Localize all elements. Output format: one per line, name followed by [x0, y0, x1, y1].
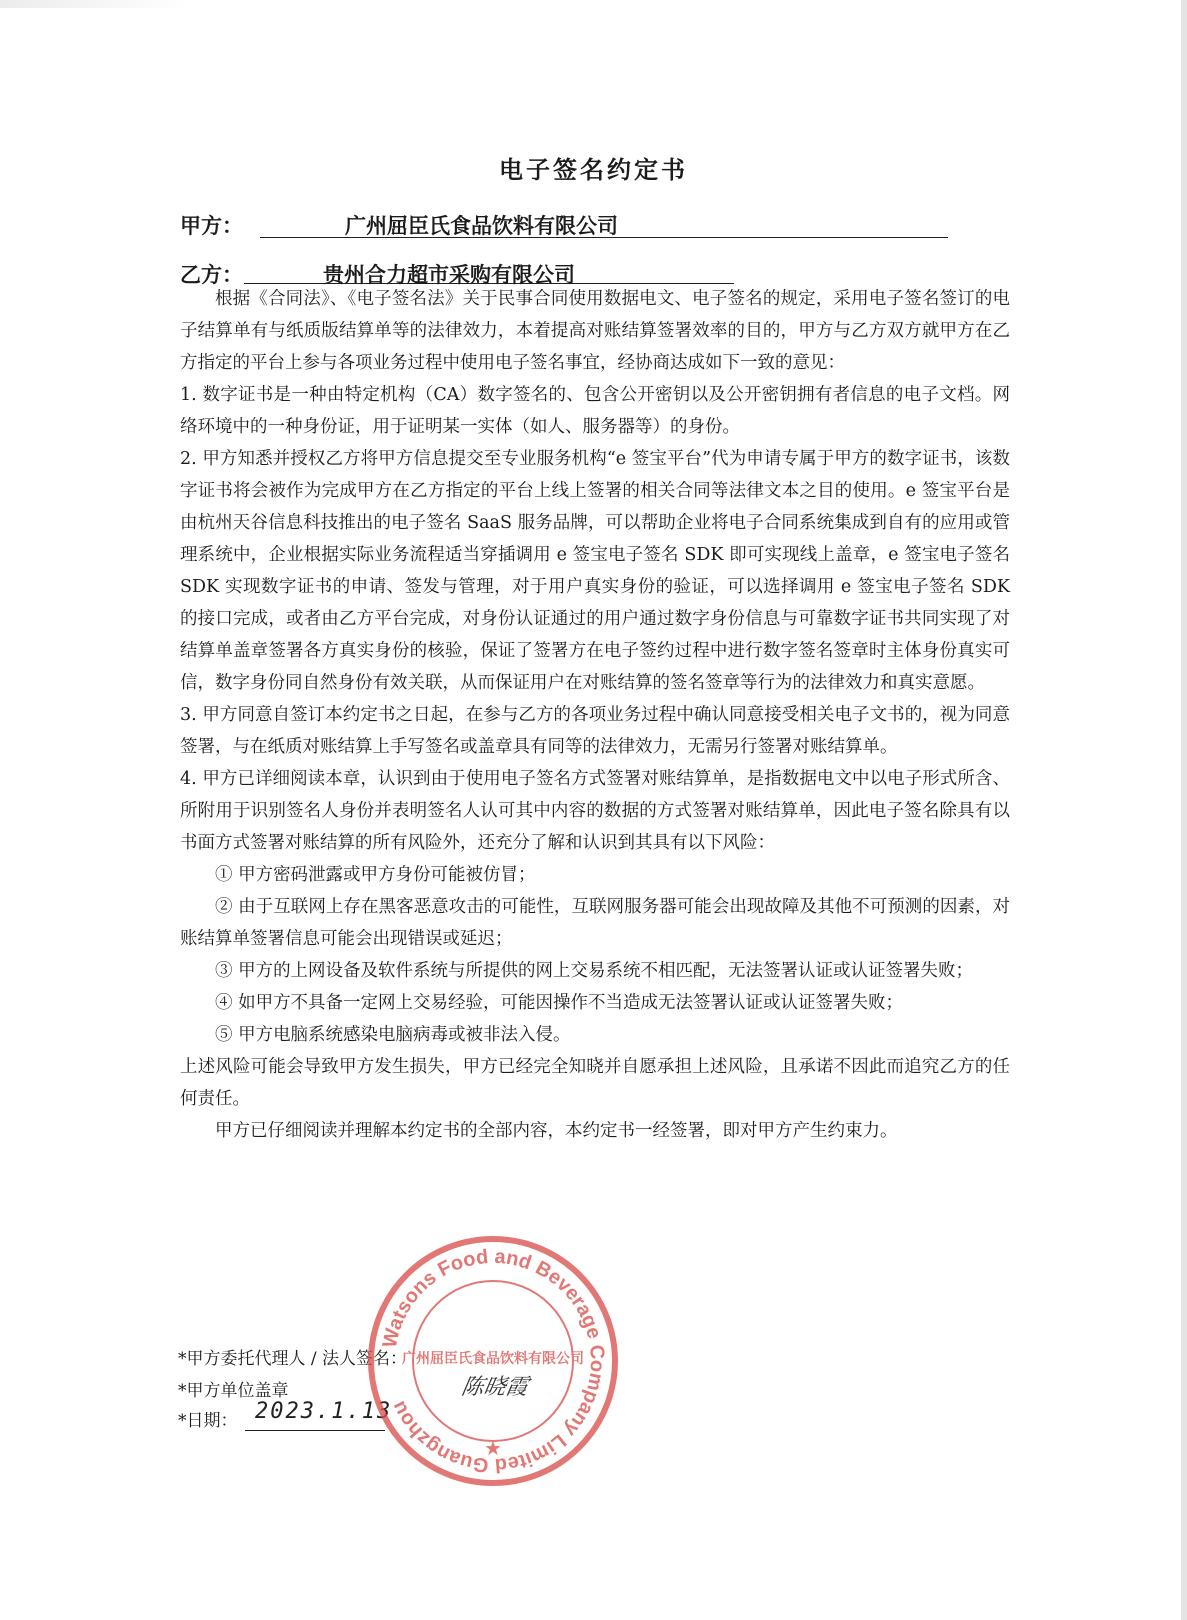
seal-label: *甲方单位盖章: [178, 1381, 289, 1401]
party-b-name: 贵州合力超市采购有限公司: [323, 262, 575, 287]
closing-paragraph: 甲方已仔细阅读并理解本约定书的全部内容，本约定书一经签署，即对甲方产生约束力。: [215, 1121, 898, 1141]
handwritten-date: 2023.1.13: [255, 1399, 393, 1424]
risk-summary: 上述风险可能会导致甲方发生损失，甲方已经完全知晓并自愿承担上述风险，且承诺不因此而追究乙方的任何责任。: [180, 1057, 1010, 1109]
clause-3: 3. 甲方同意自签订本约定书之日起，在参与乙方的各项业务过程中确认同意接受相关电子文书的，视为同意签署，与在纸质对账结算上手写签名或盖章具有同等的法律效力，无需另行签署对账结算单。: [180, 705, 1010, 757]
clause-1: 1. 数字证书是一种由特定机构（CA）数字签名的、包含公开密钥以及公开密钥拥有者信息的电子文档。网络环境中的一种身份证，用于证明某一实体（如人、服务器等）的身份。: [180, 385, 1010, 437]
document-title: 电子签名约定书: [499, 155, 688, 184]
risk-item-1: ① 甲方密码泄露或甲方身份可能被仿冒；: [215, 865, 536, 885]
risk-item-3: ③ 甲方的上网设备及软件系统与所提供的网上交易系统不相匹配，无法签署认证或认证签署失败；: [215, 961, 974, 981]
seal-company-name: 广州屈臣氏食品饮料有限公司: [402, 1351, 584, 1367]
scan-edge: [1181, 0, 1187, 1620]
party-a-label: 甲方：: [180, 213, 243, 238]
seal-star-icon: ★: [484, 1436, 502, 1460]
signer-label: *甲方委托代理人 / 法人签名：: [178, 1349, 408, 1369]
scan-artifact: [0, 0, 190, 8]
party-b-label: 乙方：: [180, 262, 243, 287]
risk-item-4: ④ 如甲方不具备一定网上交易经验，可能因操作不当造成无法签署认证或认证签署失败；: [215, 993, 904, 1013]
document-body: [180, 283, 1010, 1147]
risk-item-2: ② 由于互联网上存在黑客恶意攻击的可能性，互联网服务器可能会出现故障及其他不可预测的因素，对账结算单签署信息可能会出现错误或延迟；: [180, 897, 1010, 949]
clause-4: 4. 甲方已详细阅读本章，认识到由于使用电子签名方式签署对账结算单，是指数据电文中以电子形式所含、所附用于识别签名人身份并表明签名人认可其中内容的数据的方式签署对账结算单，因此电子签名除具有以书面方式签署对账结算的所有风险外，还充分了解和认识到其具有以下风险：: [180, 769, 1010, 853]
seal-ring-text: Watsons Food and Beverage Company Limited Guangzhou: [378, 1245, 609, 1477]
risk-item-5: ⑤ 甲方电脑系统感染电脑病毒或被非法入侵。: [215, 1025, 571, 1045]
clause-2: 2. 甲方知悉并授权乙方将甲方信息提交至专业服务机构“e 签宝平台”代为申请专属于甲方的数字证书，该数字证书将会被作为完成甲方在乙方指定的平台上线上签署的相关合同等法律文本之目的使用。e 签宝平台是由杭州天谷信息科技推出的电子签名 SaaS 服务品牌，可以帮助企业将电子合同系统集成到自有的应用或管理系统中，企业根据实际业务流程适当穿插调用 e 签宝电子签名 SDK 即可实现线上盖章，e 签宝电子签名 SDK 实现数字证书的申请、签发与管理，对于用户真实身份的验证，可以选择调用 e 签宝电子签名 SDK 的接口完成，或者由乙方平台完成，对身份认证通过的用户通过数字身份信息与可靠数字证书共同实现了对结算单盖章签署各方真实身份的核验，保证了签署方在电子签约过程中进行数字签名签章时主体身份真实可信，数字身份同自然身份有效关联，从而保证用户在对账结算的签名签章等行为的法律效力和真实意愿。: [180, 449, 1010, 693]
party-a-name: 广州屈臣氏食品饮料有限公司: [345, 213, 618, 238]
company-seal: [365, 1233, 621, 1489]
date-label: *日期：: [178, 1411, 238, 1431]
intro-paragraph: 根据《合同法》、《电子签名法》关于民事合同使用数据电文、电子签名的规定，采用电子签名签订的电子结算单有与纸质版结算单等的法律效力，本着提高对账结算签署效率的目的，甲方与乙方双方就甲方在乙方指定的平台上参与各项业务过程中使用电子签名事宜，经协商达成如下一致的意见：: [180, 289, 1010, 373]
handwritten-signature: 陈晓霞: [459, 1375, 530, 1400]
date-underline: [245, 1430, 385, 1431]
